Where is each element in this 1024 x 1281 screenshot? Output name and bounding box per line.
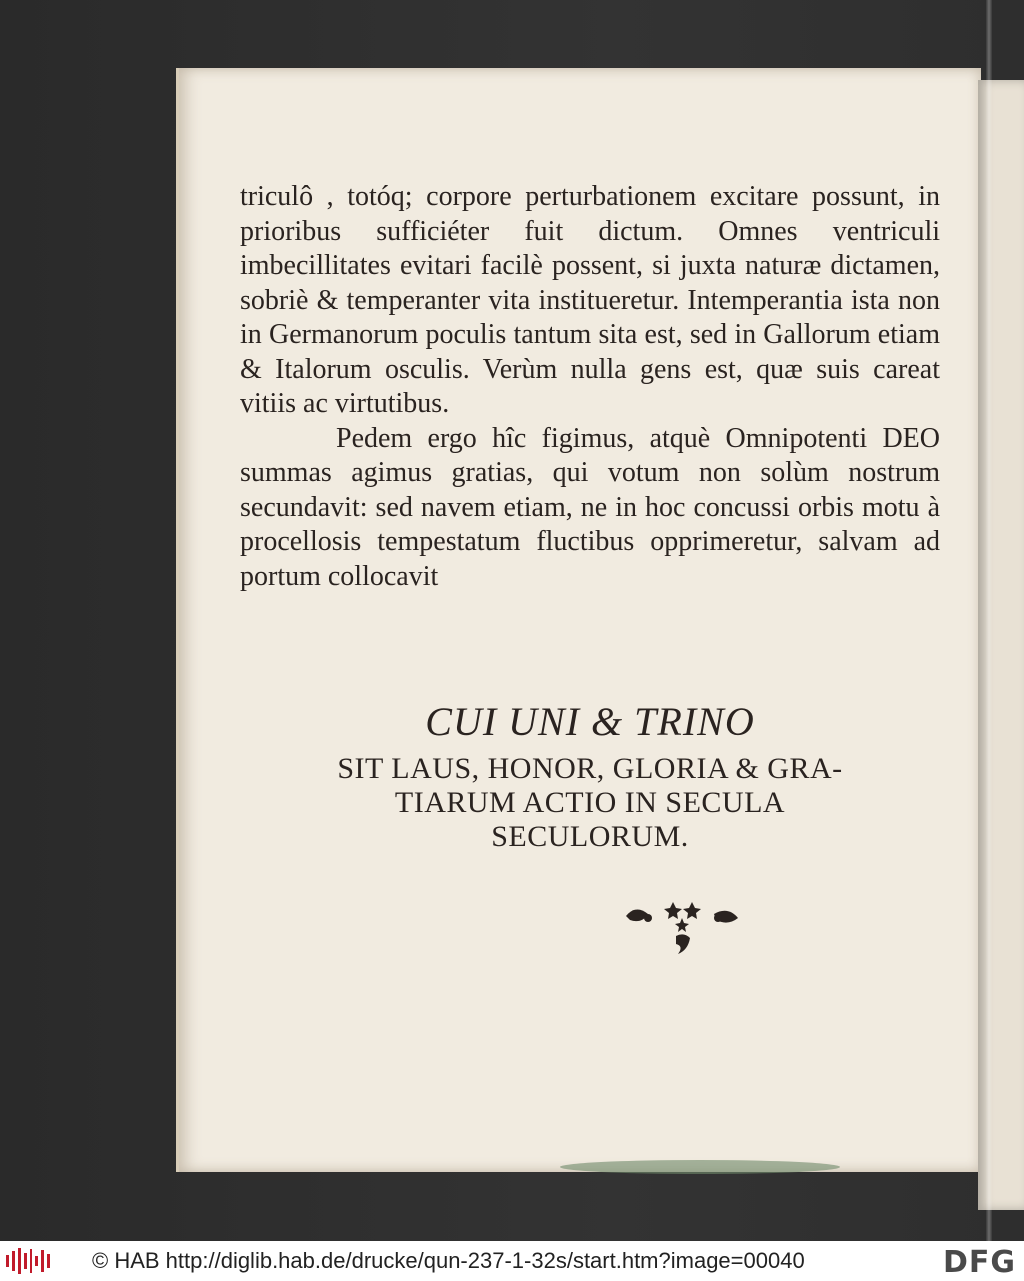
page-body-text bbox=[240, 180, 940, 594]
closing-heading-line-1: SIT LAUS, HONOR, GLORIA & GRA- bbox=[337, 752, 843, 785]
closing-heading-italic: CUI UNI & TRINO bbox=[425, 699, 755, 744]
dfg-logo: DFG bbox=[942, 1245, 1016, 1280]
source-url-text: © HAB http://diglib.hab.de/drucke/qun-237-1-32s/start.htm?image=00040 bbox=[92, 1248, 805, 1273]
page-edge-stain bbox=[560, 1160, 840, 1174]
adjacent-page-edge bbox=[978, 80, 1024, 1210]
closing-heading-line-3: SECULORUM. bbox=[491, 820, 689, 853]
closing-heading-caps bbox=[240, 752, 940, 854]
hab-logo-icon bbox=[6, 1248, 50, 1274]
printer-ornament-icon bbox=[618, 896, 748, 960]
paragraph-1: triculô , totóq; corpore perturbationem excitare possunt, in prioribus sufficiéter fuit dictum. Omnes ventriculi imbecillitates evitari facilè possent, si juxta naturæ dictamen, sobriè & temperanter vita institueretur. Intemperantia ista non in Germanorum poculis tantum sita est, sed in Gallorum etiam & Italorum osculis. Verùm nulla gens est, quæ suis careat vitiis ac virtutibus. bbox=[240, 181, 940, 419]
paragraph-2: Pedem ergo hîc figimus, atquè Omnipotenti DEO summas agimus gratias, qui votum non solùm nostrum secundavit: sed navem etiam, ne in hoc concussi orbis motu à procellosis tempestatum fluctibus opprimeretur, salvam ad portum collocavit bbox=[240, 422, 940, 592]
glass-plate-edge bbox=[986, 0, 992, 1241]
closing-heading-line-2: TIARUM ACTIO IN SECULA bbox=[394, 786, 786, 819]
footer-bar bbox=[0, 1241, 1024, 1281]
